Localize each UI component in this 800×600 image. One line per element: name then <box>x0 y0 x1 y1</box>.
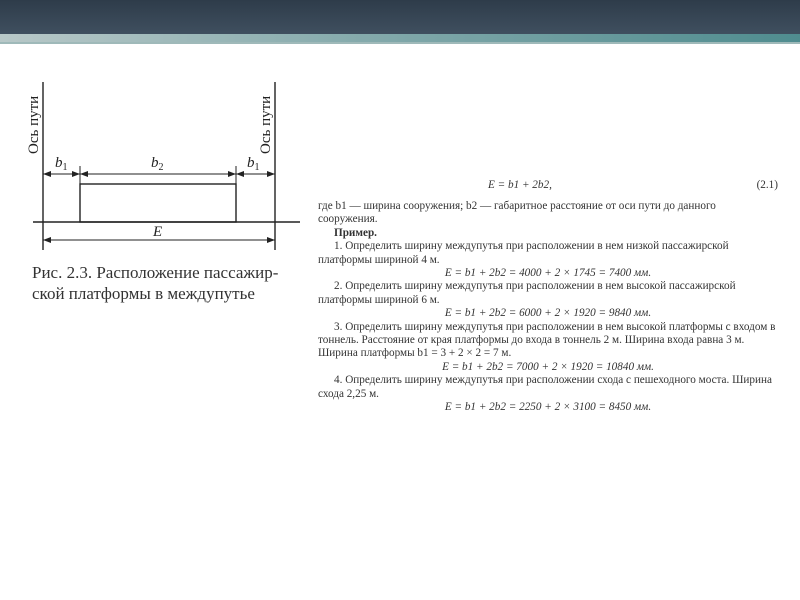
example-1-text: 1. Определить ширину междупутья при расположении в нем низкой пассажирской платформы шириной 4 м. <box>318 240 729 266</box>
arrow-b2-end <box>228 171 236 177</box>
definition-text: где b1 — ширина сооружения; b2 — габаритное расстояние от оси пути до данного сооружения. <box>318 200 716 226</box>
platform-rect <box>80 184 236 222</box>
figure-caption: Рис. 2.3. Расположение пассажир-ской платформы в междупутье <box>32 263 279 303</box>
label-b1-right: $b_1$ <box>247 155 260 173</box>
top-accent-line <box>0 42 800 44</box>
example-title: Пример. <box>334 226 377 239</box>
example-4-calc: E = b1 + 2b2 = 2250 + 2 × 3100 = 8450 мм. <box>444 401 652 414</box>
example-4-text: 4. Определить ширину междупутья при расположении схода с пешеходного моста. Ширина схода 2,25 м. <box>318 374 772 400</box>
arrow-E-start <box>43 237 51 243</box>
top-band <box>0 0 800 34</box>
example-2-text: 2. Определить ширину междупутья при расположении в нем высокой пассажирской платформы шириной 6 м. <box>318 280 736 306</box>
platform-diagram <box>25 70 310 260</box>
formula-text: E = b1 + 2b2, <box>488 179 552 191</box>
formula-number: (2.1) <box>756 179 778 191</box>
right-axis-label: Ось пути <box>258 95 274 154</box>
example-1-calc: E = b1 + 2b2 = 4000 + 2 × 1745 = 7400 мм. <box>444 267 652 280</box>
label-b2: $b_2$ <box>151 155 164 173</box>
arrow-E-end <box>267 237 275 243</box>
top-accent-stripe <box>0 34 800 42</box>
example-3-text: 3. Определить ширину междупутья при расположении в нем высокой платформы с входом в тоннель. Расстояние от края платформы до входа в тоннель 2 м. Ширина входа равна 3 м. Ширина платформы b1 = 3 + 2 × 2 = 7 м. <box>318 320 776 360</box>
left-axis-label: Ось пути <box>26 95 42 154</box>
arrow-b2-start <box>80 171 88 177</box>
formula-2-1 <box>318 176 778 200</box>
arrow-b1-left-end <box>72 171 80 177</box>
arrow-b1-right-start <box>236 171 244 177</box>
label-b1-left: $b_1$ <box>55 155 68 173</box>
example-3-calc: E = b1 + 2b2 = 7000 + 2 × 1920 = 10840 мм. <box>442 360 654 373</box>
text-block <box>318 176 778 415</box>
label-E: E <box>153 224 163 240</box>
arrow-b1-right-end <box>267 171 275 177</box>
example-2-calc: E = b1 + 2b2 = 6000 + 2 × 1920 = 9840 мм. <box>444 307 652 320</box>
arrow-b1-left-start <box>43 171 51 177</box>
